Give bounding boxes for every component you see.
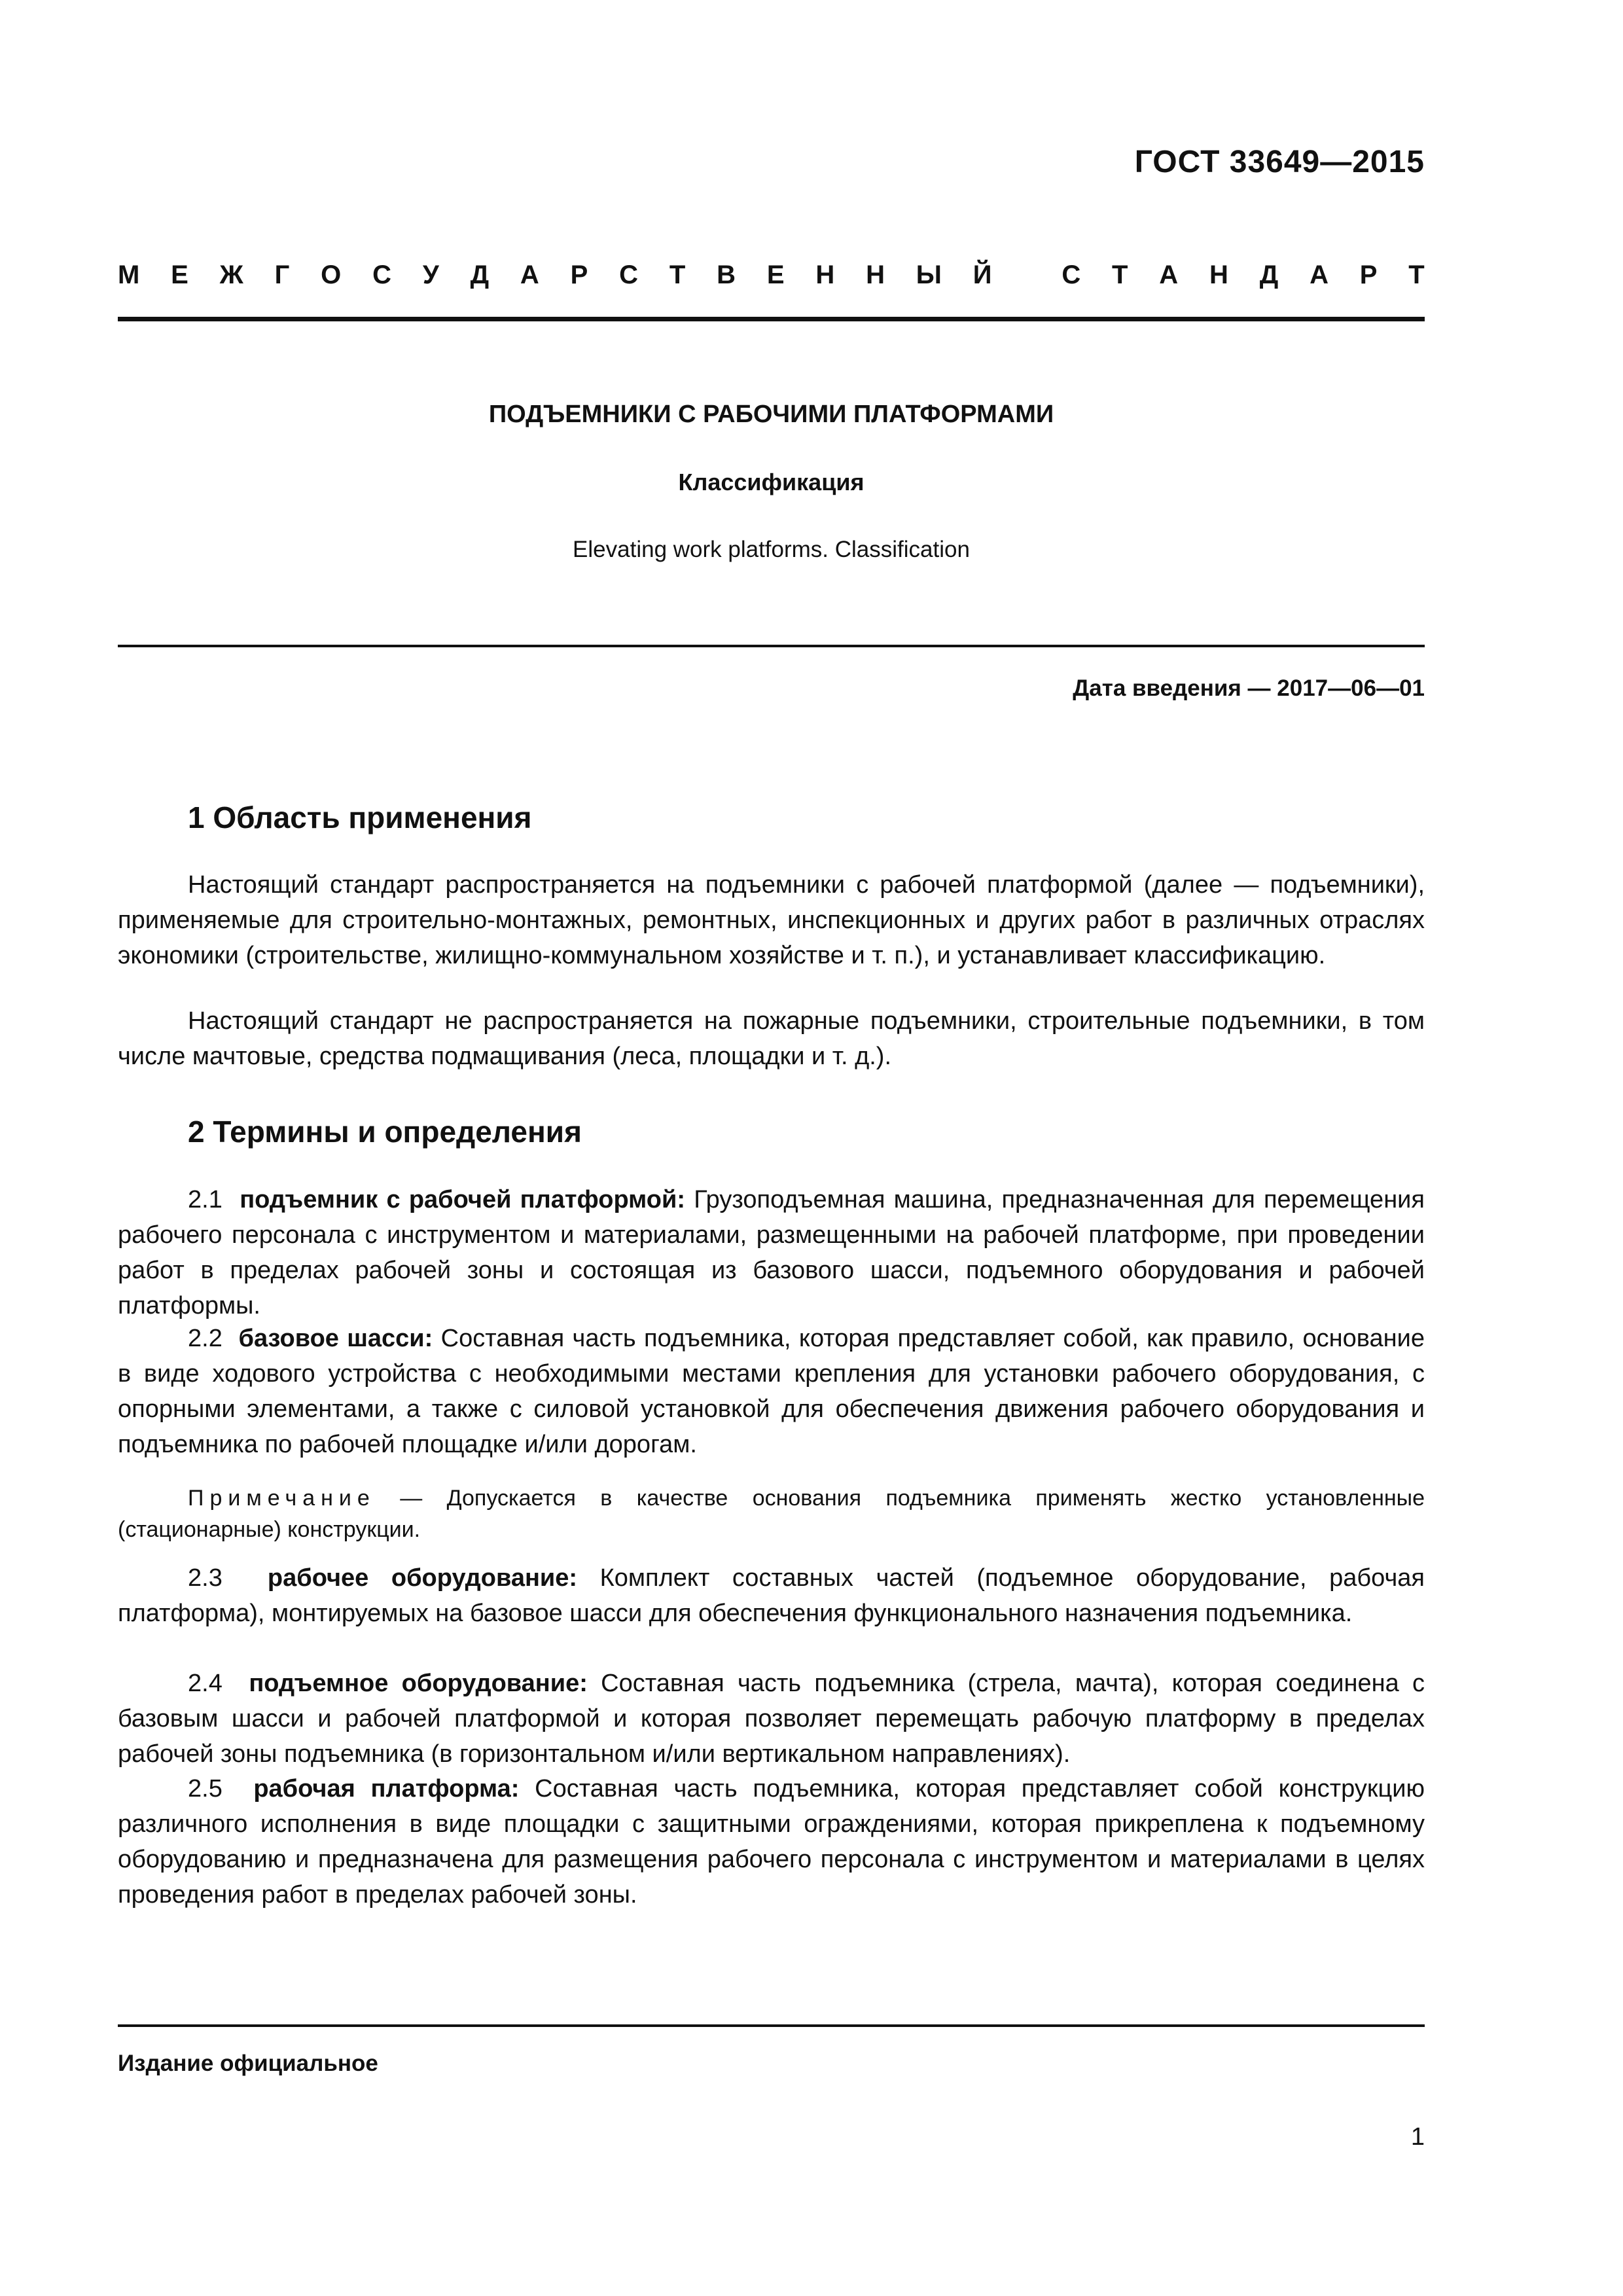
category-letter: Р [1359, 260, 1378, 289]
category-letter: Н [815, 260, 835, 289]
section-2-heading: 2 Термины и определения [188, 1115, 582, 1149]
category-letter: В [717, 260, 736, 289]
term: рабочая платформа: [253, 1775, 520, 1803]
category-letter: Н [866, 260, 885, 289]
category-letter: С [1061, 260, 1081, 289]
category-letter: А [1310, 260, 1329, 289]
term: подъемник с рабочей платформой: [240, 1186, 686, 1213]
category-letter [1023, 260, 1030, 290]
category-letter: Н [1209, 260, 1228, 289]
category-letter: С [619, 260, 639, 289]
note-label: Примечание [188, 1486, 376, 1511]
category-letter: Ы [916, 260, 942, 289]
definition-2-2: 2.2 базовое шасси: Составная часть подъемника, которая представляет собой, как правило, основание в виде ходового устройства с необходимыми местами крепления для установки рабочего оборудования, с опорными элементами, а также с силовой установкой для обеспечения движения рабочего оборудования и подъемника по рабочей площадке и/или дорогам. [118, 1325, 1425, 1458]
category-letter: Т [1408, 260, 1425, 289]
definition-2-4: 2.4 подъемное оборудование: Составная часть подъемника (стрела, мачта), которая соединена с базовым шасси и рабочей платформой и которая позволяет перемещать рабочую платформу в пределах рабочей зоны подъемника (в горизонтальном и/или вертикальном направлениях). [118, 1670, 1425, 1768]
definition-2-3: 2.3 рабочее оборудование: Комплект составных частей (подъемное оборудование, рабочая платформа), монтируемых на базовое шасси для обеспечения функционального назначения подъемника. [118, 1564, 1425, 1627]
definition-2-5: 2.5 рабочая платформа: Составная часть подъемника, которая представляет собой конструкцию различного исполнения в виде площадки с защитными ограждениями, которая прикреплена к подъемному оборудованию и предназначена для размещения рабочего персонала с инструментом и материалами в целях проведения работ в пределах рабочей зоны. [118, 1775, 1425, 1909]
category-letter: О [321, 260, 342, 289]
category-letter: Д [1259, 260, 1279, 289]
category-letter: Й [972, 260, 992, 289]
title-rule [118, 645, 1425, 647]
category-letter: У [422, 260, 439, 289]
definition-2-1: 2.1 подъемник с рабочей платформой: Грузоподъемная машина, предназначенная для перемещения рабочего персонала с инструментом и материалами, размещенными на рабочей платформе, при проведении работ в пределах рабочей зоны и состоящая из базового шасси, подъемного оборудования и рабочей платформы. [118, 1186, 1425, 1319]
category-letter: М [118, 260, 140, 289]
category-letter: Е [171, 260, 188, 289]
category-letter: Е [766, 260, 785, 289]
note: Примечание — Допускается в качестве основания подъемника применять жестко установленные (стационарные) конструкции. [118, 1486, 1425, 1542]
footer-rule [118, 2024, 1425, 2027]
category-letter: С [372, 260, 392, 289]
english-title: Elevating work platforms. Classification [573, 537, 970, 562]
category-letter: Г [274, 260, 290, 289]
page-number: 1 [1410, 2123, 1425, 2151]
header-rule [118, 317, 1425, 321]
category-letter: Т [1112, 260, 1128, 289]
category-letter: Д [470, 260, 490, 289]
document-subtitle: Классификация [678, 469, 865, 495]
category-letter: Ж [219, 260, 243, 289]
category-letter: Т [669, 260, 686, 289]
section-1-heading: 1 Область применения [188, 800, 532, 834]
category-letter: А [520, 260, 539, 289]
introduction-date: Дата введения — 2017—06—01 [1073, 675, 1425, 701]
section-1-paragraph-1: Настоящий стандарт распространяется на подъемники с рабочей платформой (далее — подъемники), применяемые для строительно-монтажных, ремонтных, инспекционных и других работ в различных отраслях экономики (строительстве, жилищно-коммунальном хозяйстве и т. п.), и устанавливает классификацию. [118, 871, 1425, 969]
document-title: ПОДЪЕМНИКИ С РАБОЧИМИ ПЛАТФОРМАМИ [488, 401, 1054, 428]
term: базовое шасси: [238, 1325, 433, 1352]
standard-category-header [118, 260, 1425, 290]
edition-label: Издание официальное [118, 2051, 378, 2076]
term: рабочее оборудование: [267, 1564, 578, 1592]
term: подъемное оборудование: [249, 1670, 588, 1697]
category-letter: Р [570, 260, 588, 289]
document-number: ГОСТ 33649—2015 [1134, 145, 1425, 179]
category-letter: А [1159, 260, 1179, 289]
section-1-paragraph-2: Настоящий стандарт не распространяется на пожарные подъемники, строительные подъемники, в том числе мачтовые, средства подмащивания (леса, площадки и т. д.). [118, 1007, 1425, 1070]
